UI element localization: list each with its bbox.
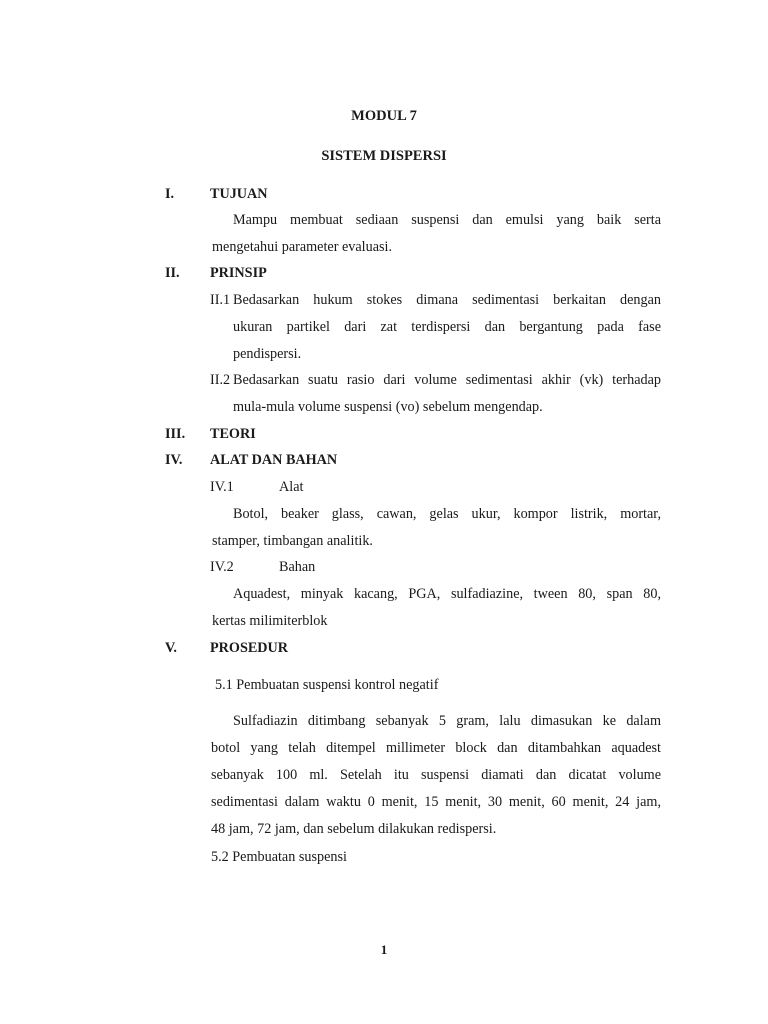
section-heading-teori: TEORI	[210, 426, 256, 442]
module-title: MODUL 7	[351, 108, 417, 124]
prinsip-item-number: II.1	[210, 292, 231, 308]
prinsip-item-text: mula-mula volume suspensi (vo) sebelum mengendap.	[233, 399, 543, 415]
prinsip-item-text: ukuran partikel dari zat terdispersi dan bergantung pada fase	[233, 319, 661, 335]
section-heading-alat-bahan: ALAT DAN BAHAN	[210, 452, 338, 468]
subsection-number-bahan: IV.2	[210, 559, 234, 575]
prosedur-text-line: sebanyak 100 ml. Setelah itu suspensi diamati dan dicatat volume	[211, 767, 661, 783]
prinsip-item-number: II.2	[210, 372, 231, 388]
section-number-alat-bahan: IV.	[165, 452, 183, 468]
tujuan-text-line: mengetahui parameter evaluasi.	[212, 239, 393, 255]
prosedur-text-line: 48 jam, 72 jam, dan sebelum dilakukan redispersi.	[211, 821, 497, 837]
prosedur-subheading: 5.2 Pembuatan suspensi	[211, 849, 347, 865]
prinsip-item-text: Bedasarkan suatu rasio dari volume sedimentasi akhir (vk) terhadap	[233, 372, 661, 388]
page-number: 1	[380, 942, 388, 957]
prosedur-subheading: 5.1 Pembuatan suspensi kontrol negatif	[215, 677, 439, 693]
module-subtitle: SISTEM DISPERSI	[321, 148, 447, 164]
prosedur-text-line: botol yang telah ditempel millimeter block dan ditambahkan aquadest	[211, 740, 661, 756]
subsection-label-alat: Alat	[279, 479, 304, 495]
prosedur-text-line: sedimentasi dalam waktu 0 menit, 15 menit, 30 menit, 60 menit, 24 jam,	[211, 794, 661, 810]
section-heading-prosedur: PROSEDUR	[210, 640, 289, 656]
bahan-text-line: kertas milimiterblok	[212, 613, 328, 629]
subsection-number-alat: IV.1	[210, 479, 234, 495]
section-number-tujuan: I.	[165, 186, 175, 202]
section-heading-tujuan: TUJUAN	[210, 186, 268, 202]
section-heading-prinsip: PRINSIP	[210, 265, 267, 281]
alat-text-line: Botol, beaker glass, cawan, gelas ukur, kompor listrik, mortar,	[233, 506, 661, 522]
bahan-text-line: Aquadest, minyak kacang, PGA, sulfadiazine, tween 80, span 80,	[233, 586, 661, 602]
prinsip-item-text: pendispersi.	[233, 346, 302, 362]
tujuan-text-line: Mampu membuat sediaan suspensi dan emulsi yang baik serta	[233, 212, 661, 228]
section-number-teori: III.	[165, 426, 186, 442]
section-number-prinsip: II.	[165, 265, 180, 281]
alat-text-line: stamper, timbangan analitik.	[212, 533, 373, 549]
prosedur-text-line: Sulfadiazin ditimbang sebanyak 5 gram, lalu dimasukan ke dalam	[233, 713, 661, 729]
subsection-label-bahan: Bahan	[279, 559, 316, 575]
section-number-prosedur: V.	[165, 640, 177, 656]
prinsip-item-text: Bedasarkan hukum stokes dimana sedimentasi berkaitan dengan	[233, 292, 661, 308]
